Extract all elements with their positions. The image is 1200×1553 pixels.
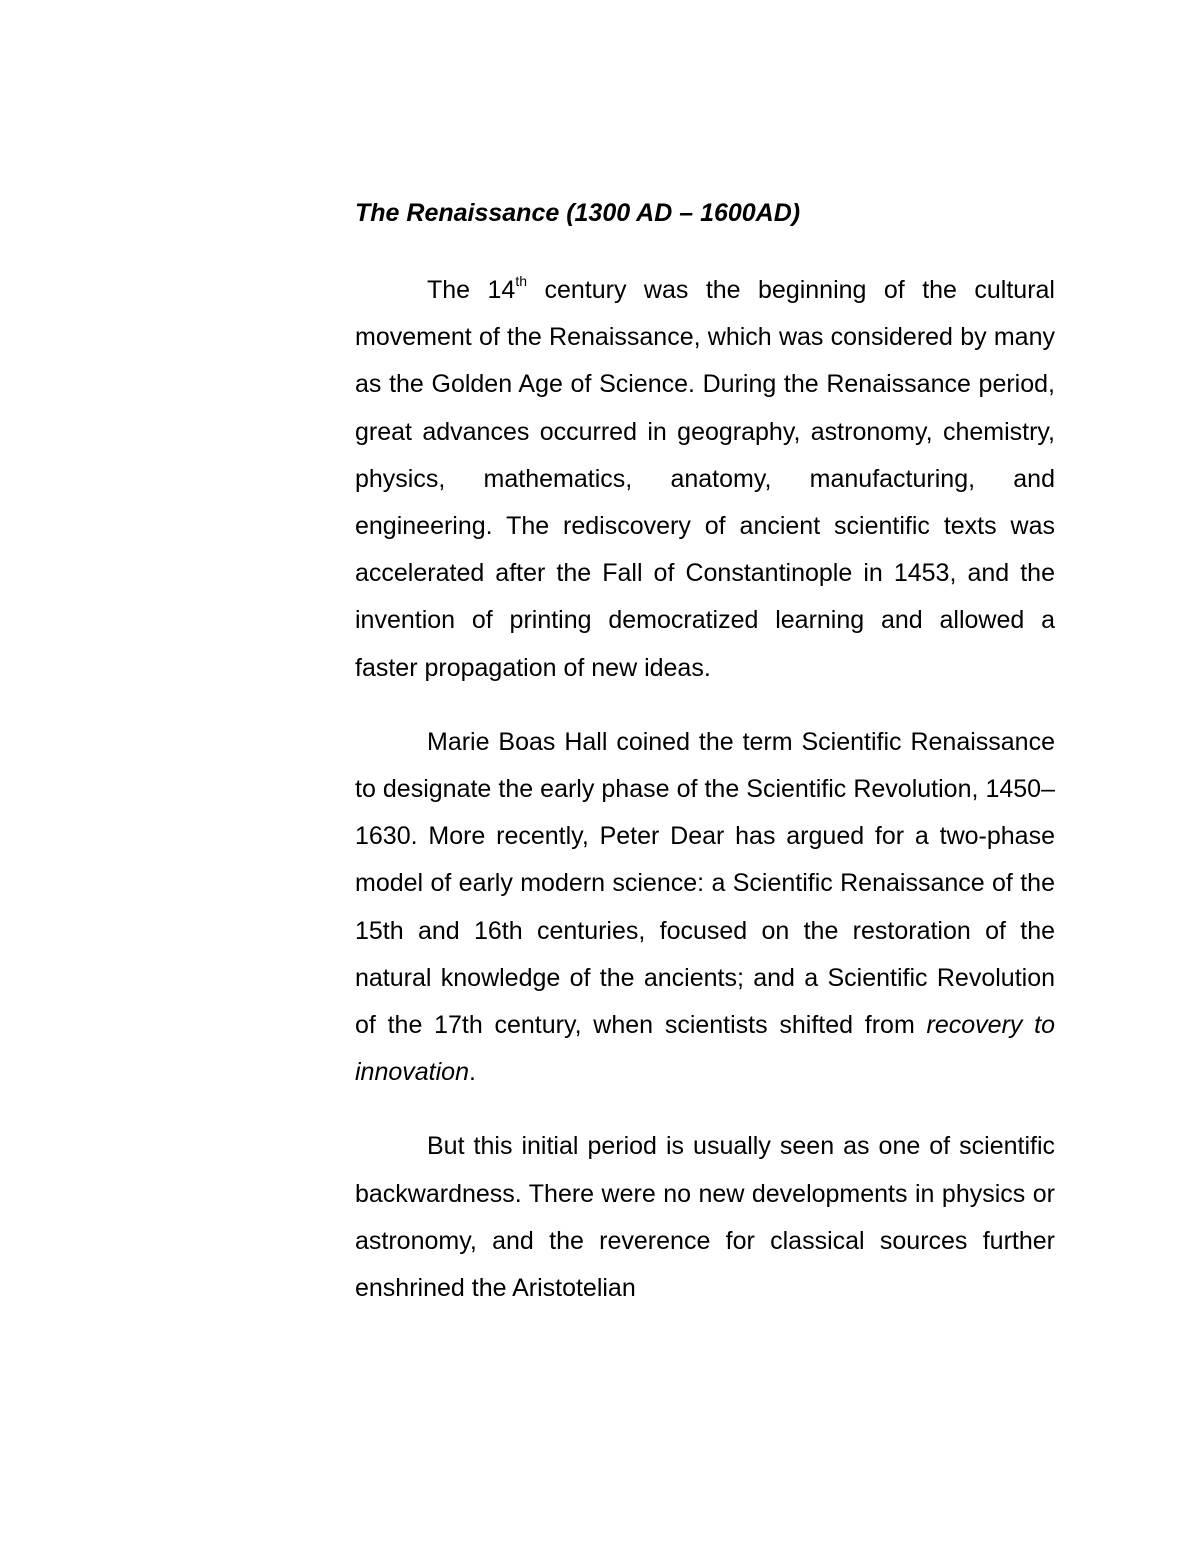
paragraph-1-start: The 14 — [427, 276, 516, 304]
paragraph-2-text: Marie Boas Hall coined the term Scientific Renaissance to designate the early phase of the Scientific Revolution, 1450–1630. More recently, Peter Dear has argued for a two-phase model of early modern science: a Scientific Renaissance of the 15th and 16th centuries, focused on the restoration of the natural knowledge of the ancients; and a Scientific Revolution of the 17th century, when scientists shifted from — [355, 727, 1055, 1040]
paragraph-1 — [355, 267, 1055, 692]
paragraph-1-rest: century was the beginning of the cultural movement of the Renaissance, which was considered by many as the Golden Age of Science. During the Renaissance period, great advances occurred in geography, astronomy, chemistry, physics, mathematics, anatomy, manufacturing, and engineering. The rediscovery of ancient scientific texts was accelerated after the Fall of Constantinople in 1453, and the invention of printing democratized learning and allowed a faster propagation of new ideas. — [355, 276, 1055, 682]
paragraph-2-emphasis: recovery to innovation — [355, 1011, 1055, 1087]
paragraph-3 — [355, 1123, 1055, 1312]
paragraph-2 — [355, 719, 1055, 1097]
paragraph-3-text: But this initial period is usually seen as one of scientific backwardness. There were no new developments in physics or astronomy, and the reverence for classical sources further enshrined the Aristotelian — [355, 1132, 1055, 1303]
document-page — [355, 195, 1055, 1339]
document-title: The Renaissance (1300 AD – 1600AD) — [355, 199, 801, 227]
paragraph-2-end: . — [468, 1058, 476, 1087]
ordinal-superscript: th — [515, 273, 528, 289]
